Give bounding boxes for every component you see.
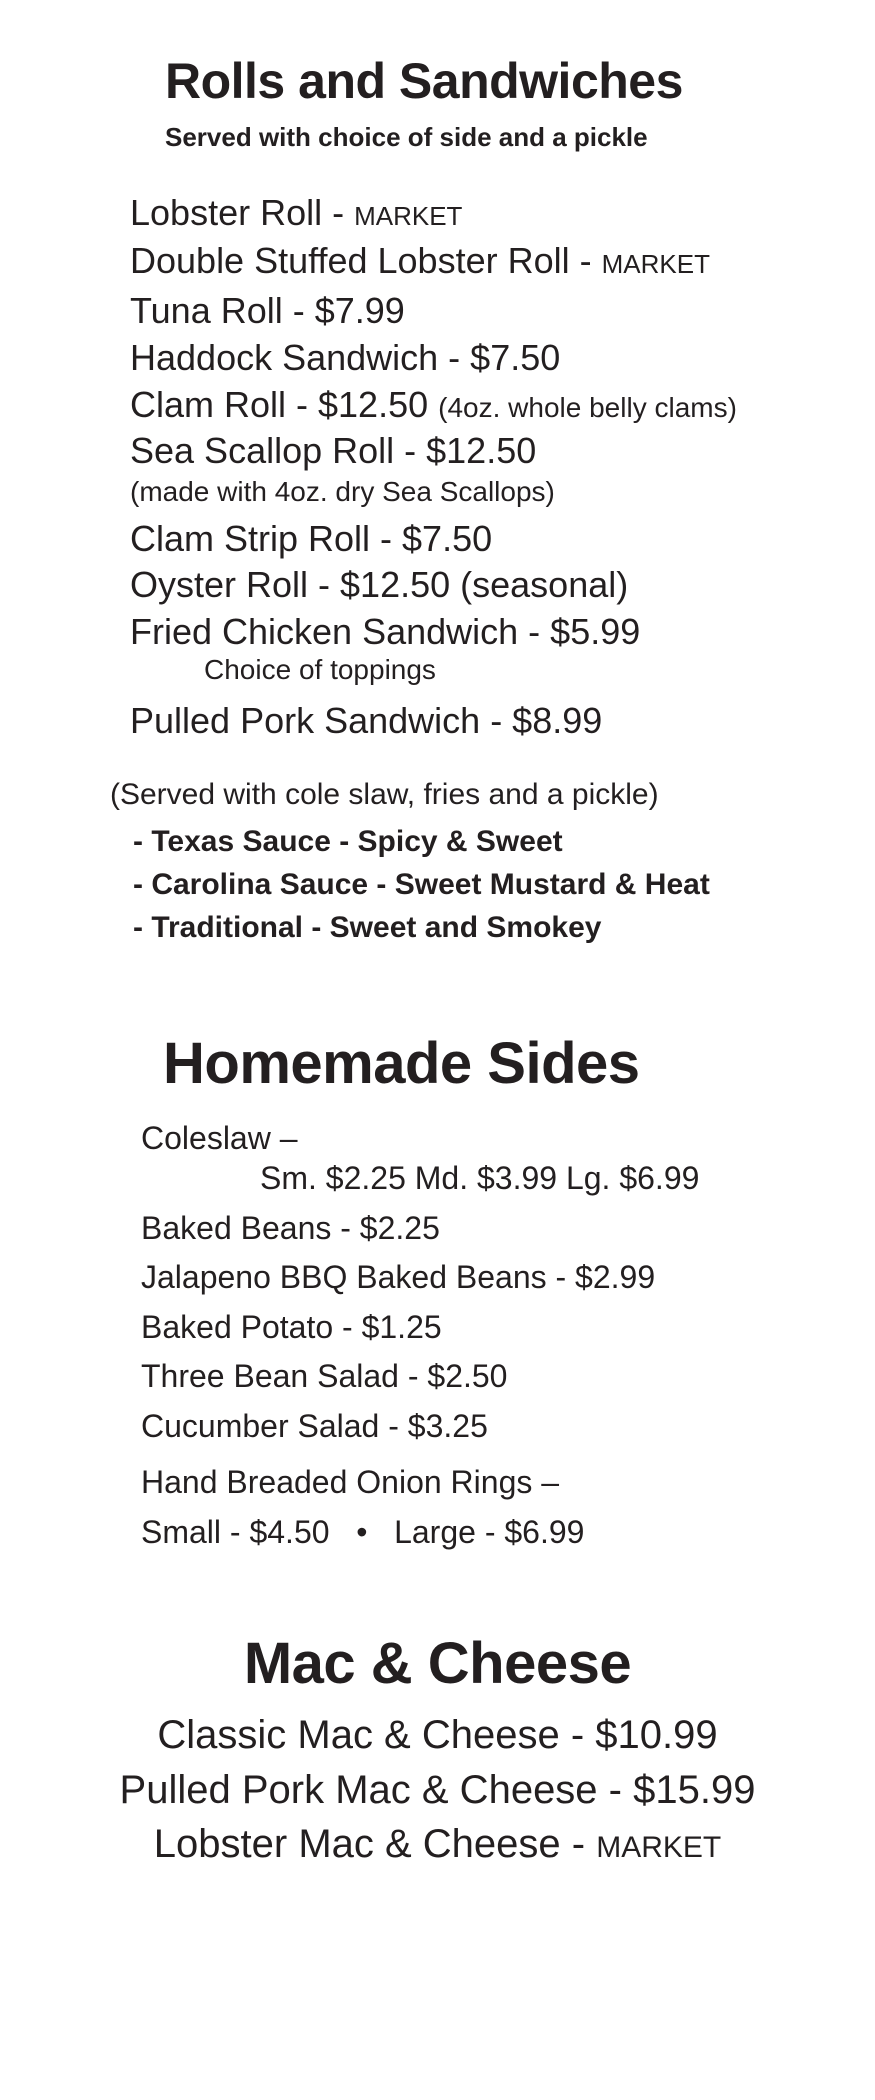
- mac-classic: Classic Mac & Cheese - $10.99: [157, 1713, 718, 1757]
- item-price: MARKET: [601, 249, 710, 279]
- menu-item-oyster: Oyster Roll - $12.50 (seasonal): [130, 564, 629, 605]
- chicken-note: Choice of toppings: [204, 654, 436, 685]
- sauce-traditional: - Traditional - Sweet and Smokey: [133, 911, 602, 944]
- served-note: (Served with cole slaw, fries and a pickle): [110, 778, 659, 811]
- sides-title: Homemade Sides: [163, 1031, 640, 1096]
- side-jalapeno-beans: Jalapeno BBQ Baked Beans - $2.99: [141, 1259, 656, 1295]
- side-three-bean: Three Bean Salad - $2.50: [141, 1358, 508, 1394]
- item-name: Double Stuffed Lobster Roll -: [130, 240, 602, 281]
- rolls-title: Rolls and Sandwiches: [165, 53, 683, 109]
- scallop-note: (made with 4oz. dry Sea Scallops): [130, 476, 555, 507]
- side-baked-beans: Baked Beans - $2.25: [141, 1210, 440, 1246]
- side-coleslaw: Coleslaw –: [141, 1120, 298, 1156]
- rolls-subtitle: Served with choice of side and a pickle: [165, 122, 648, 152]
- sauce-texas: - Texas Sauce - Spicy & Sweet: [133, 825, 563, 858]
- menu-item-double-lobster-roll: [130, 240, 710, 282]
- item-note: (4oz. whole belly clams): [438, 392, 737, 423]
- menu-item-clam-strip: Clam Strip Roll - $7.50: [130, 518, 493, 559]
- item-price: MARKET: [596, 1831, 722, 1864]
- menu-item-lobster-roll: [130, 192, 462, 234]
- item-name: Clam Roll - $12.50: [130, 384, 429, 425]
- menu-item-tuna-roll: Tuna Roll - $7.99: [130, 290, 405, 331]
- menu-item-clam-roll: [130, 384, 737, 426]
- item-name: Lobster Mac & Cheese -: [153, 1822, 597, 1866]
- menu-item-chicken: Fried Chicken Sandwich - $5.99: [130, 611, 641, 652]
- side-baked-potato: Baked Potato - $1.25: [141, 1309, 442, 1345]
- item-name: Lobster Roll -: [130, 192, 355, 233]
- mac-title: Mac & Cheese: [243, 1631, 632, 1696]
- mac-lobster: [0, 1822, 875, 1867]
- sauce-carolina: - Carolina Sauce - Sweet Mustard & Heat: [133, 868, 710, 901]
- side-onion-sizes: Small - $4.50 • Large - $6.99: [141, 1514, 585, 1550]
- side-coleslaw-sizes: Sm. $2.25 Md. $3.99 Lg. $6.99: [260, 1160, 700, 1196]
- mac-pulled-pork: Pulled Pork Mac & Cheese - $15.99: [119, 1768, 756, 1812]
- menu-item-haddock: Haddock Sandwich - $7.50: [130, 337, 561, 378]
- item-price: MARKET: [354, 201, 463, 231]
- menu-item-scallop-roll: Sea Scallop Roll - $12.50: [130, 430, 537, 471]
- side-cucumber: Cucumber Salad - $3.25: [141, 1408, 488, 1444]
- side-onion-rings: Hand Breaded Onion Rings –: [141, 1464, 560, 1500]
- menu-item-pulled-pork: Pulled Pork Sandwich - $8.99: [130, 700, 603, 741]
